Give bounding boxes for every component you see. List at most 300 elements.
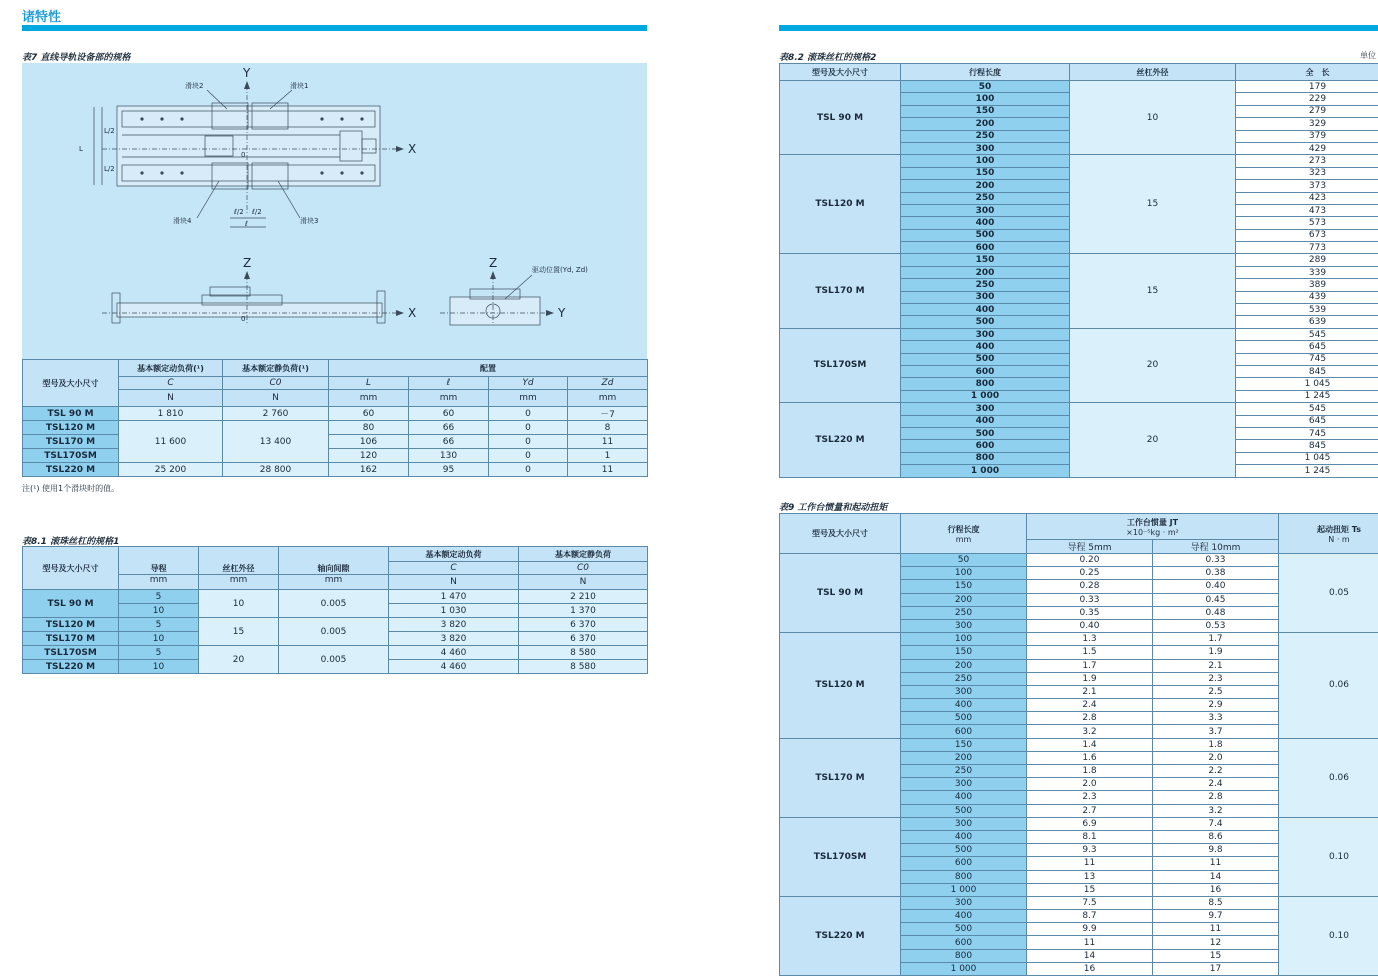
t9-stroke: 250 — [901, 672, 1027, 685]
slider2-label: 滑块2 — [185, 82, 204, 90]
t9-stroke: 150 — [901, 646, 1027, 659]
t82-stroke: 300 — [901, 291, 1070, 303]
t9-torque: 0.10 — [1279, 896, 1378, 975]
t82-total: 645 — [1236, 341, 1378, 353]
t82-stroke: 50 — [901, 81, 1070, 93]
t82-h-dia: 丝杠外径 — [1070, 64, 1236, 81]
drive-pos-label: 驱动位置(Yd, Zd) — [532, 266, 588, 274]
table-row — [780, 81, 1378, 93]
t9-j5: 11 — [1027, 936, 1153, 949]
t9-j10: 16 — [1153, 883, 1279, 896]
t9-j10: 0.38 — [1153, 567, 1279, 580]
t81-dyn: 3 820 — [389, 618, 519, 632]
t82-stroke: 600 — [901, 440, 1070, 452]
linear-guide-diagram — [22, 63, 647, 359]
table-row — [780, 403, 1378, 415]
t9-j10: 15 — [1153, 949, 1279, 962]
t9-j10: 3.7 — [1153, 725, 1279, 738]
t9-j10: 8.6 — [1153, 830, 1279, 843]
t7-h-dyn-unit: N — [119, 390, 223, 407]
t82-total: 539 — [1236, 304, 1378, 316]
t9-stroke: 300 — [901, 685, 1027, 698]
t82-stroke: 500 — [901, 316, 1070, 328]
t9-stroke: 400 — [901, 830, 1027, 843]
t82-stroke: 300 — [901, 403, 1070, 415]
t9-j10: 0.45 — [1153, 593, 1279, 606]
t81-lead: 10 — [119, 604, 199, 618]
t7-h-l-unit: mm — [409, 390, 489, 407]
t9-model: TSL170SM — [780, 817, 901, 896]
t7-stat: 13 400 — [223, 421, 329, 463]
t9-j10: 2.2 — [1153, 765, 1279, 778]
dim-l-label: ℓ — [245, 220, 248, 228]
t7-h-L-unit: mm — [329, 390, 409, 407]
t9-j5: 1.9 — [1027, 672, 1153, 685]
t9-stroke: 400 — [901, 910, 1027, 923]
t82-stroke: 400 — [901, 415, 1070, 427]
t9-j5: 2.1 — [1027, 685, 1153, 698]
t9-stroke: 400 — [901, 699, 1027, 712]
axis-y-label-top: Y — [243, 66, 251, 80]
t9-h-stroke-text: 行程长度 — [947, 524, 980, 534]
t82-stroke: 150 — [901, 167, 1070, 179]
table82-caption: 表8.2 滚珠丝杠的规格2 — [779, 53, 877, 63]
t9-j10: 7.4 — [1153, 817, 1279, 830]
t9-j10: 2.4 — [1153, 778, 1279, 791]
t81-model: TSL170SM — [23, 646, 119, 660]
t82-stroke: 300 — [901, 328, 1070, 340]
t7-Yd: 0 — [489, 435, 568, 449]
t9-h-inertia-unit: ×10⁻⁵kg · m² — [1126, 527, 1179, 537]
axis-y-label-front: Y — [558, 306, 566, 320]
t9-stroke: 300 — [901, 778, 1027, 791]
t9-h-stroke — [901, 514, 1027, 554]
table82 — [779, 63, 1378, 478]
t82-stroke: 1 000 — [901, 390, 1070, 402]
t82-stroke: 500 — [901, 427, 1070, 439]
t9-j5: 1.7 — [1027, 659, 1153, 672]
t82-stroke: 1 000 — [901, 465, 1070, 477]
dim-L-label: L — [79, 145, 83, 153]
table-row — [780, 155, 1378, 167]
t9-stroke: 250 — [901, 606, 1027, 619]
t9-stroke: 100 — [901, 633, 1027, 646]
dim-l2-label-left: ℓ/2 — [234, 208, 244, 216]
dim-L2-label-top: L/2 — [104, 127, 115, 135]
t82-total: 673 — [1236, 229, 1378, 241]
t7-dyn: 11 600 — [119, 421, 223, 463]
t9-j10: 3.3 — [1153, 712, 1279, 725]
t82-total: 439 — [1236, 291, 1378, 303]
t82-stroke: 800 — [901, 378, 1070, 390]
t81-h-stat-unit: N — [519, 575, 648, 590]
t9-j5: 2.3 — [1027, 791, 1153, 804]
t82-dia: 15 — [1070, 155, 1236, 254]
t82-total: 329 — [1236, 118, 1378, 130]
t82-stroke: 400 — [901, 217, 1070, 229]
t81-dyn: 4 460 — [389, 660, 519, 674]
t9-stroke: 800 — [901, 870, 1027, 883]
t82-stroke: 250 — [901, 130, 1070, 142]
t82-stroke: 300 — [901, 204, 1070, 216]
t9-j5: 0.28 — [1027, 580, 1153, 593]
t7-model: TSL220 M — [23, 463, 119, 477]
t81-model: TSL 90 M — [23, 590, 119, 618]
t7-l: 60 — [409, 407, 489, 421]
t81-h-dia-unit: mm — [199, 575, 279, 590]
t7-h-Zd: Zd — [568, 377, 648, 390]
t9-j5: 2.8 — [1027, 712, 1153, 725]
t7-model: TSL 90 M — [23, 407, 119, 421]
t9-j5: 1.8 — [1027, 765, 1153, 778]
t81-stat: 8 580 — [519, 646, 648, 660]
t9-stroke: 200 — [901, 659, 1027, 672]
slider3-label: 滑块3 — [300, 217, 319, 225]
t7-Zd: －7 — [568, 407, 648, 421]
t81-stat: 2 210 — [519, 590, 648, 604]
t9-h-torque-unit: N · m — [1328, 534, 1350, 544]
t81-h-gap-unit: mm — [279, 575, 389, 590]
t9-j10: 9.8 — [1153, 844, 1279, 857]
t81-dia: 20 — [199, 646, 279, 674]
t82-total: 373 — [1236, 180, 1378, 192]
t82-stroke: 600 — [901, 242, 1070, 254]
t7-h-model: 型号及大小尺寸 — [23, 360, 119, 407]
t9-j10: 1.7 — [1153, 633, 1279, 646]
t7-h-stat-unit: N — [223, 390, 329, 407]
t82-total: 389 — [1236, 279, 1378, 291]
t82-total: 429 — [1236, 142, 1378, 154]
t7-h-Yd-unit: mm — [489, 390, 568, 407]
t7-L: 106 — [329, 435, 409, 449]
t9-stroke: 500 — [901, 804, 1027, 817]
t9-j5: 2.7 — [1027, 804, 1153, 817]
t82-stroke: 250 — [901, 192, 1070, 204]
t9-stroke: 50 — [901, 554, 1027, 567]
t7-l: 66 — [409, 421, 489, 435]
t81-dia: 15 — [199, 618, 279, 646]
t9-j10: 11 — [1153, 857, 1279, 870]
t7-L: 120 — [329, 449, 409, 463]
t7-h-Yd: Yd — [489, 377, 568, 390]
t82-model: TSL170 M — [780, 254, 901, 328]
t9-j10: 0.40 — [1153, 580, 1279, 593]
t9-j10: 2.1 — [1153, 659, 1279, 672]
t9-j5: 11 — [1027, 857, 1153, 870]
t82-total: 545 — [1236, 328, 1378, 340]
t81-h-dyn: 基本额定动负荷 — [389, 547, 519, 562]
t7-Yd: 0 — [489, 449, 568, 463]
t9-j5: 0.40 — [1027, 619, 1153, 632]
t81-dyn: 4 460 — [389, 646, 519, 660]
table9-caption: 表9 工作台惯量和起动扭矩 — [779, 503, 888, 513]
t82-total: 179 — [1236, 81, 1378, 93]
t82-dia: 20 — [1070, 328, 1236, 402]
table-row — [780, 254, 1378, 266]
t82-total: 545 — [1236, 403, 1378, 415]
t9-j10: 8.5 — [1153, 896, 1279, 909]
t81-h-gap: 轴向间隙 — [279, 547, 389, 575]
t81-dyn: 1 030 — [389, 604, 519, 618]
t81-h-dyn-sym: C — [389, 562, 519, 575]
t9-stroke: 250 — [901, 765, 1027, 778]
t9-h-torque — [1279, 514, 1378, 554]
t7-dyn: 25 200 — [119, 463, 223, 477]
t81-model: TSL170 M — [23, 632, 119, 646]
t9-j10: 2.3 — [1153, 672, 1279, 685]
t9-model: TSL170 M — [780, 738, 901, 817]
t9-stroke: 200 — [901, 593, 1027, 606]
t7-Zd: 8 — [568, 421, 648, 435]
t82-total: 1 245 — [1236, 390, 1378, 402]
t9-torque: 0.10 — [1279, 817, 1378, 896]
origin-label-top: 0 — [241, 151, 246, 159]
t7-Yd: 0 — [489, 407, 568, 421]
t7-h-dyn: 基本额定动负荷(¹) — [119, 360, 223, 377]
t9-model: TSL120 M — [780, 633, 901, 739]
t82-stroke: 250 — [901, 279, 1070, 291]
t9-j10: 2.0 — [1153, 751, 1279, 764]
t7-Zd: 11 — [568, 435, 648, 449]
t9-h-model: 型号及大小尺寸 — [780, 514, 901, 554]
axis-z-label-side: Z — [243, 256, 252, 270]
table81 — [22, 546, 648, 674]
t82-stroke: 100 — [901, 93, 1070, 105]
t9-j10: 12 — [1153, 936, 1279, 949]
slider1-label: 滑块1 — [290, 82, 309, 90]
t9-h-torque-text: 起动扭矩 Ts — [1317, 524, 1361, 534]
t9-j5: 0.33 — [1027, 593, 1153, 606]
t9-j5: 8.7 — [1027, 910, 1153, 923]
axis-x-label-top: X — [408, 142, 417, 156]
t82-total: 229 — [1236, 93, 1378, 105]
t9-model: TSL220 M — [780, 896, 901, 975]
axis-z-label-front: Z — [489, 256, 498, 270]
t81-stat: 6 370 — [519, 618, 648, 632]
t82-stroke: 200 — [901, 118, 1070, 130]
t7-h-stat-sym: C0 — [223, 377, 329, 390]
t9-j10: 1.8 — [1153, 738, 1279, 751]
t82-stroke: 100 — [901, 155, 1070, 167]
t82-stroke: 400 — [901, 341, 1070, 353]
t9-stroke: 400 — [901, 791, 1027, 804]
t9-j5: 14 — [1027, 949, 1153, 962]
slider4-label: 滑块4 — [173, 217, 192, 225]
t9-stroke: 150 — [901, 738, 1027, 751]
table-row — [780, 554, 1378, 567]
t9-h-inertia-text: 工作台惯量 JT — [1126, 517, 1179, 527]
t82-h-stroke: 行程长度 — [901, 64, 1070, 81]
t82-total: 745 — [1236, 427, 1378, 439]
t7-Yd: 0 — [489, 463, 568, 477]
t9-j5: 15 — [1027, 883, 1153, 896]
table82-unit: 单位 — [1360, 51, 1376, 60]
t82-total: 339 — [1236, 266, 1378, 278]
t7-stat: 28 800 — [223, 463, 329, 477]
t7-model: TSL120 M — [23, 421, 119, 435]
t7-Zd: 11 — [568, 463, 648, 477]
t82-total: 423 — [1236, 192, 1378, 204]
t81-lead: 10 — [119, 632, 199, 646]
t7-Zd: 1 — [568, 449, 648, 463]
table-row — [780, 738, 1378, 751]
t9-stroke: 150 — [901, 580, 1027, 593]
t9-j10: 1.9 — [1153, 646, 1279, 659]
t82-stroke: 800 — [901, 452, 1070, 464]
t9-j5: 2.0 — [1027, 778, 1153, 791]
t81-h-model: 型号及大小尺寸 — [23, 547, 119, 590]
table-row — [780, 896, 1378, 909]
t81-lead: 5 — [119, 646, 199, 660]
t9-j5: 0.35 — [1027, 606, 1153, 619]
t81-h-lead: 导程 — [119, 547, 199, 575]
t82-stroke: 150 — [901, 254, 1070, 266]
header-bar-left — [22, 25, 647, 31]
t82-total: 273 — [1236, 155, 1378, 167]
t82-total: 279 — [1236, 105, 1378, 117]
t9-j5: 7.5 — [1027, 896, 1153, 909]
t81-dia: 10 — [199, 590, 279, 618]
t9-j10: 9.7 — [1153, 910, 1279, 923]
table7-caption: 表7 直线导轨设备部的规格 — [22, 53, 131, 63]
t82-model: TSL120 M — [780, 155, 901, 254]
t82-h-model: 型号及大小尺寸 — [780, 64, 901, 81]
t82-model: TSL220 M — [780, 403, 901, 477]
t81-stat: 1 370 — [519, 604, 648, 618]
header-bar-right — [779, 25, 1378, 31]
table-row — [780, 328, 1378, 340]
t82-stroke: 500 — [901, 229, 1070, 241]
t82-total: 845 — [1236, 365, 1378, 377]
t9-stroke: 600 — [901, 857, 1027, 870]
t81-model: TSL220 M — [23, 660, 119, 674]
t82-model: TSL170SM — [780, 328, 901, 402]
t81-h-dia: 丝杠外径 — [199, 547, 279, 575]
t9-j10: 2.5 — [1153, 685, 1279, 698]
t9-stroke: 600 — [901, 936, 1027, 949]
t9-stroke: 1 000 — [901, 962, 1027, 975]
t9-stroke: 1 000 — [901, 883, 1027, 896]
dim-l2-label-right: ℓ/2 — [252, 208, 262, 216]
t9-torque: 0.06 — [1279, 633, 1378, 739]
table-row — [780, 633, 1378, 646]
table-row — [780, 817, 1378, 830]
t7-stat: 2 760 — [223, 407, 329, 421]
t81-lead: 5 — [119, 618, 199, 632]
t81-lead: 10 — [119, 660, 199, 674]
t9-j10: 14 — [1153, 870, 1279, 883]
t82-total: 379 — [1236, 130, 1378, 142]
t82-total: 773 — [1236, 242, 1378, 254]
t9-j5: 1.6 — [1027, 751, 1153, 764]
section-title: 诸特性 — [22, 10, 62, 25]
t82-total: 1 045 — [1236, 452, 1378, 464]
t81-gap: 0.005 — [279, 590, 389, 618]
t7-h-config: 配置 — [329, 360, 648, 377]
table7 — [22, 359, 648, 477]
t9-torque: 0.05 — [1279, 554, 1378, 633]
t9-j5: 1.5 — [1027, 646, 1153, 659]
t9-model: TSL 90 M — [780, 554, 901, 633]
t7-h-stat: 基本额定静负荷(¹) — [223, 360, 329, 377]
t82-stroke: 300 — [901, 142, 1070, 154]
t82-stroke: 200 — [901, 180, 1070, 192]
t7-h-L: L — [329, 377, 409, 390]
t9-j10: 0.53 — [1153, 619, 1279, 632]
t82-stroke: 500 — [901, 353, 1070, 365]
t81-h-stat: 基本额定静负荷 — [519, 547, 648, 562]
t81-dyn: 3 820 — [389, 632, 519, 646]
t81-lead: 5 — [119, 590, 199, 604]
table9 — [779, 513, 1378, 976]
table7-note: 注(¹) 使用1个滑块时的值。 — [22, 484, 120, 493]
t9-j10: 17 — [1153, 962, 1279, 975]
t9-stroke: 500 — [901, 844, 1027, 857]
t7-Yd: 0 — [489, 421, 568, 435]
t7-h-Zd-unit: mm — [568, 390, 648, 407]
t9-j5: 13 — [1027, 870, 1153, 883]
t7-l: 130 — [409, 449, 489, 463]
t9-stroke: 300 — [901, 896, 1027, 909]
t82-h-total: 全 长 — [1236, 64, 1378, 81]
t7-L: 60 — [329, 407, 409, 421]
t9-h-stroke-unit: mm — [955, 534, 972, 544]
diagram-svg — [22, 63, 647, 359]
t7-h-l: ℓ — [409, 377, 489, 390]
t9-j5: 6.9 — [1027, 817, 1153, 830]
t7-model: TSL170 M — [23, 435, 119, 449]
t9-j5: 1.4 — [1027, 738, 1153, 751]
t7-l: 95 — [409, 463, 489, 477]
t9-j10: 3.2 — [1153, 804, 1279, 817]
t82-total: 1 245 — [1236, 465, 1378, 477]
t7-dyn: 1 810 — [119, 407, 223, 421]
t7-l: 66 — [409, 435, 489, 449]
t81-dyn: 1 470 — [389, 590, 519, 604]
t9-stroke: 500 — [901, 923, 1027, 936]
t9-torque: 0.06 — [1279, 738, 1378, 817]
t7-model: TSL170SM — [23, 449, 119, 463]
t82-total: 1 045 — [1236, 378, 1378, 390]
t81-stat: 8 580 — [519, 660, 648, 674]
origin-label-side: 0 — [241, 315, 246, 323]
t82-stroke: 400 — [901, 304, 1070, 316]
t82-model: TSL 90 M — [780, 81, 901, 155]
t82-total: 289 — [1236, 254, 1378, 266]
t9-j5: 0.20 — [1027, 554, 1153, 567]
t82-total: 323 — [1236, 167, 1378, 179]
t82-total: 473 — [1236, 204, 1378, 216]
t82-stroke: 150 — [901, 105, 1070, 117]
t9-j5: 0.25 — [1027, 567, 1153, 580]
t9-j10: 11 — [1153, 923, 1279, 936]
t82-stroke: 600 — [901, 365, 1070, 377]
dim-L2-label-bottom: L/2 — [104, 165, 115, 173]
axis-x-label-side: X — [408, 306, 417, 320]
t9-stroke: 200 — [901, 751, 1027, 764]
t82-stroke: 200 — [901, 266, 1070, 278]
t82-total: 639 — [1236, 316, 1378, 328]
t9-h-lead5: 导程 5mm — [1027, 540, 1153, 554]
t81-stat: 6 370 — [519, 632, 648, 646]
t7-L: 162 — [329, 463, 409, 477]
t9-j5: 9.3 — [1027, 844, 1153, 857]
t7-h-dyn-sym: C — [119, 377, 223, 390]
t9-stroke: 600 — [901, 725, 1027, 738]
t9-j10: 2.8 — [1153, 791, 1279, 804]
t82-total: 845 — [1236, 440, 1378, 452]
t9-j10: 0.48 — [1153, 606, 1279, 619]
